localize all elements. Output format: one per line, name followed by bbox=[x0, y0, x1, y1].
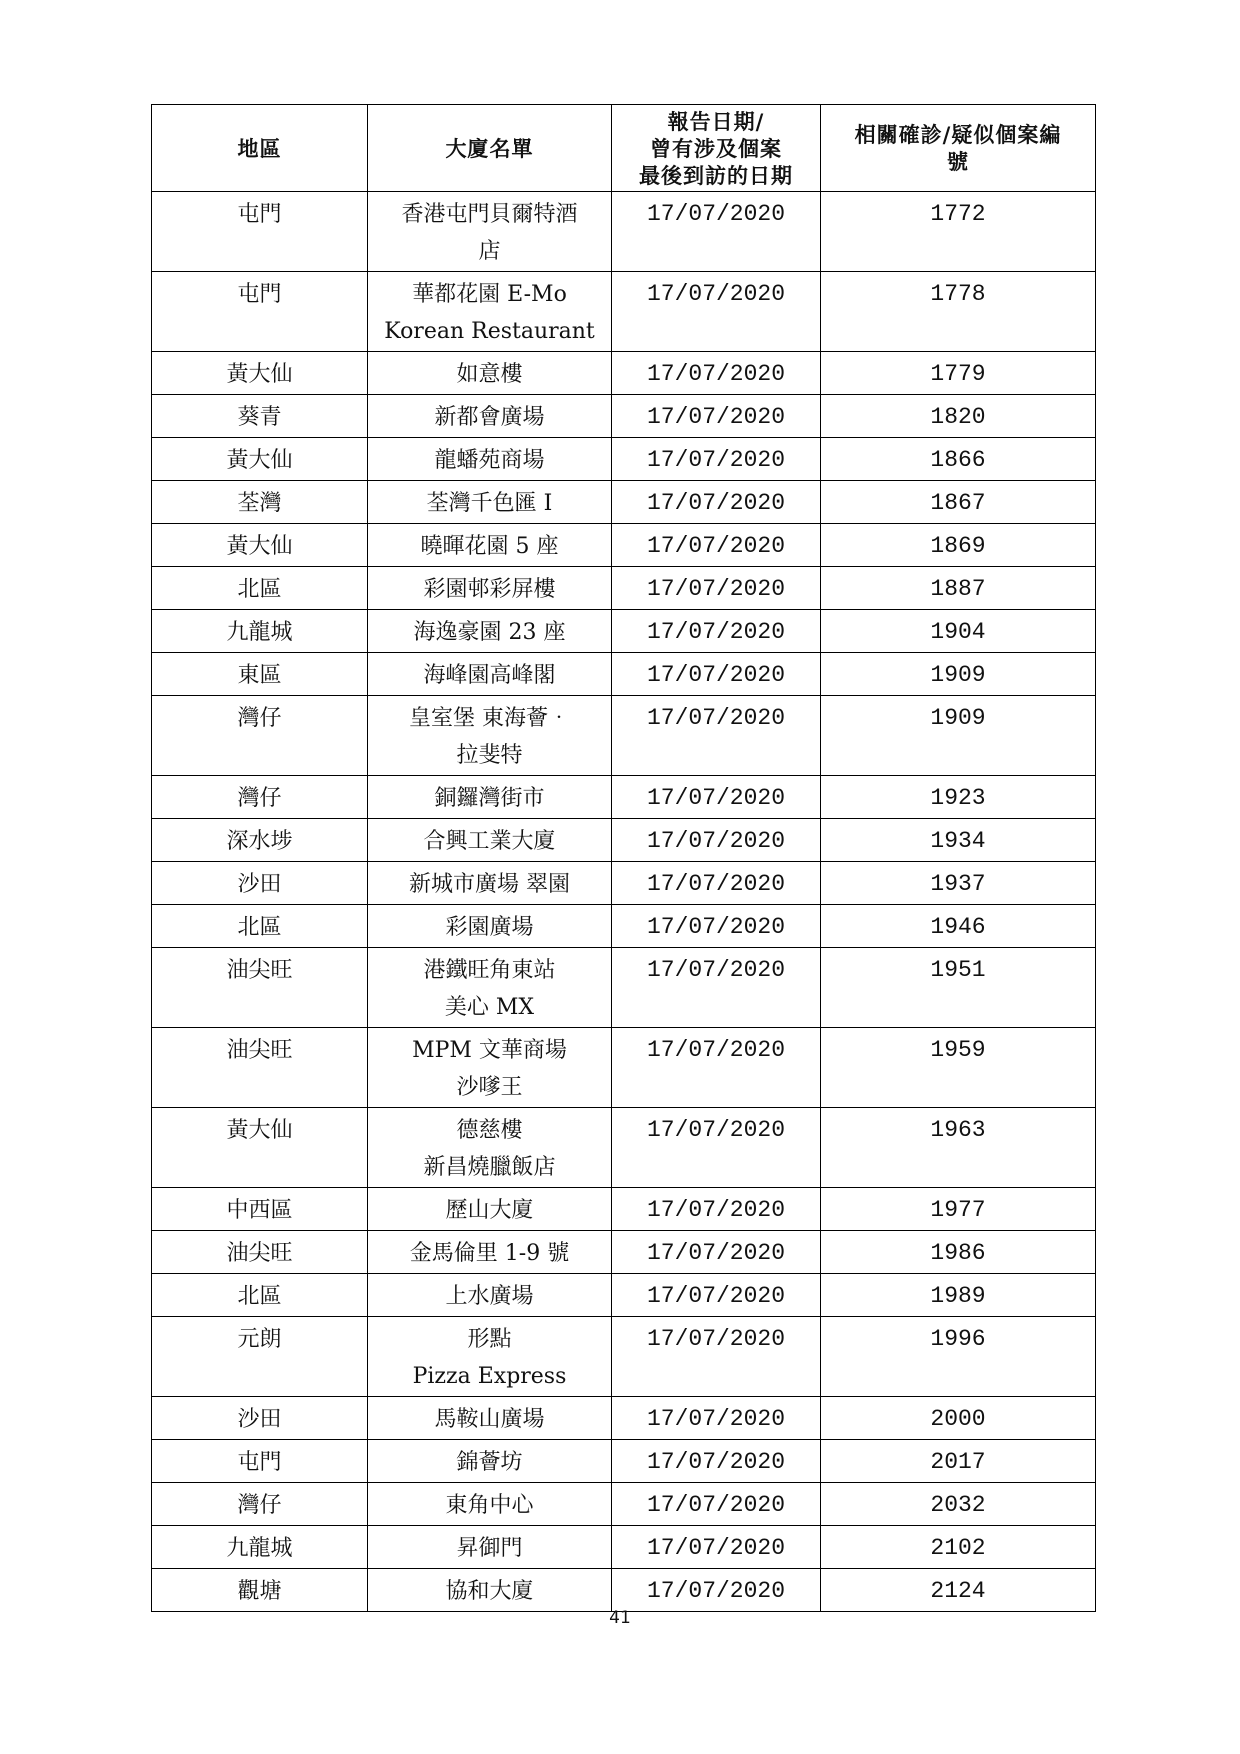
case-number-cell: 1866 bbox=[821, 438, 1096, 481]
date-cell: 17/07/2020 bbox=[612, 1397, 821, 1440]
case-number-cell: 1772 bbox=[821, 192, 1096, 272]
date-cell: 17/07/2020 bbox=[612, 1317, 821, 1397]
table-row bbox=[152, 567, 1096, 610]
district-cell: 油尖旺 bbox=[152, 1231, 368, 1274]
building-name-line: 曉暉花園 5 座 bbox=[420, 534, 559, 559]
building-cell bbox=[368, 1440, 612, 1483]
table-row bbox=[152, 481, 1096, 524]
building-name-line: 沙嗲王 bbox=[456, 1075, 523, 1100]
date-cell: 17/07/2020 bbox=[612, 1526, 821, 1569]
building-name-line: 如意樓 bbox=[456, 362, 523, 387]
case-number-cell: 1778 bbox=[821, 272, 1096, 352]
date-cell: 17/07/2020 bbox=[612, 1188, 821, 1231]
case-number-cell: 1959 bbox=[821, 1028, 1096, 1108]
table-row bbox=[152, 1231, 1096, 1274]
district-cell: 黃大仙 bbox=[152, 352, 368, 395]
table-row bbox=[152, 192, 1096, 272]
header-row bbox=[152, 105, 1096, 192]
building-cell bbox=[368, 1526, 612, 1569]
building-cell bbox=[368, 1483, 612, 1526]
table-row bbox=[152, 948, 1096, 1028]
building-cell bbox=[368, 524, 612, 567]
table-row bbox=[152, 905, 1096, 948]
case-number-cell: 1779 bbox=[821, 352, 1096, 395]
header-date-line: 最後到訪的日期 bbox=[639, 162, 793, 188]
table-row bbox=[152, 1108, 1096, 1188]
building-name-line: 拉斐特 bbox=[456, 743, 523, 768]
district-cell: 灣仔 bbox=[152, 1483, 368, 1526]
district-cell: 黃大仙 bbox=[152, 1108, 368, 1188]
case-number-cell: 1977 bbox=[821, 1188, 1096, 1231]
case-number-cell: 1909 bbox=[821, 653, 1096, 696]
building-cell bbox=[368, 567, 612, 610]
buildings-table bbox=[151, 104, 1096, 1612]
district-cell: 油尖旺 bbox=[152, 948, 368, 1028]
building-name-line: 東角中心 bbox=[445, 1493, 534, 1518]
date-cell: 17/07/2020 bbox=[612, 696, 821, 776]
table-body bbox=[152, 192, 1096, 1612]
building-name-line: 華都花園 E-Mo bbox=[412, 282, 567, 307]
building-cell bbox=[368, 905, 612, 948]
header-date-line: 曾有涉及個案 bbox=[650, 135, 782, 161]
building-name-line: 新城市廣場 翠園 bbox=[409, 872, 570, 897]
date-cell: 17/07/2020 bbox=[612, 1108, 821, 1188]
case-number-cell: 1986 bbox=[821, 1231, 1096, 1274]
building-cell bbox=[368, 1108, 612, 1188]
case-number-cell: 1820 bbox=[821, 395, 1096, 438]
building-name-line: 錦薈坊 bbox=[456, 1450, 523, 1475]
date-cell: 17/07/2020 bbox=[612, 1483, 821, 1526]
district-cell: 深水埗 bbox=[152, 819, 368, 862]
case-number-cell: 1904 bbox=[821, 610, 1096, 653]
table-row bbox=[152, 696, 1096, 776]
building-name-line: 海峰園高峰閣 bbox=[423, 663, 556, 688]
building-name-line: 上水廣場 bbox=[445, 1284, 534, 1309]
building-cell bbox=[368, 1569, 612, 1612]
building-name-line: 銅鑼灣街市 bbox=[434, 786, 545, 811]
building-cell bbox=[368, 610, 612, 653]
building-name-line: 香港屯門貝爾特酒 bbox=[401, 202, 578, 227]
district-cell: 觀塘 bbox=[152, 1569, 368, 1612]
table-row bbox=[152, 1569, 1096, 1612]
table-row bbox=[152, 524, 1096, 567]
building-name-line: 港鐵旺角東站 bbox=[423, 958, 556, 983]
building-name-line: 美心 MX bbox=[444, 995, 535, 1020]
building-name-line: 昇御門 bbox=[456, 1536, 523, 1561]
table-row bbox=[152, 1317, 1096, 1397]
date-cell: 17/07/2020 bbox=[612, 524, 821, 567]
case-number-cell: 1996 bbox=[821, 1317, 1096, 1397]
district-cell: 北區 bbox=[152, 567, 368, 610]
table-row bbox=[152, 653, 1096, 696]
building-name-line: Korean Restaurant bbox=[384, 319, 595, 344]
district-cell: 沙田 bbox=[152, 862, 368, 905]
date-cell: 17/07/2020 bbox=[612, 862, 821, 905]
date-cell: 17/07/2020 bbox=[612, 192, 821, 272]
case-number-cell: 2124 bbox=[821, 1569, 1096, 1612]
building-name-line: 新昌燒臘飯店 bbox=[423, 1155, 556, 1180]
building-name-line: 金馬倫里 1-9 號 bbox=[409, 1241, 570, 1266]
district-cell: 元朗 bbox=[152, 1317, 368, 1397]
building-cell bbox=[368, 1317, 612, 1397]
building-name-line: 海逸豪園 23 座 bbox=[413, 620, 566, 645]
district-cell: 九龍城 bbox=[152, 1526, 368, 1569]
date-cell: 17/07/2020 bbox=[612, 1231, 821, 1274]
district-cell: 屯門 bbox=[152, 1440, 368, 1483]
table-row bbox=[152, 1483, 1096, 1526]
date-cell: 17/07/2020 bbox=[612, 1569, 821, 1612]
building-cell bbox=[368, 1274, 612, 1317]
case-number-cell: 2000 bbox=[821, 1397, 1096, 1440]
page-number: 41 bbox=[609, 1608, 631, 1628]
building-name-line: 馬鞍山廣場 bbox=[434, 1407, 545, 1432]
case-number-cell: 1909 bbox=[821, 696, 1096, 776]
table-row bbox=[152, 819, 1096, 862]
table-row bbox=[152, 438, 1096, 481]
case-number-cell: 1934 bbox=[821, 819, 1096, 862]
district-cell: 北區 bbox=[152, 905, 368, 948]
date-cell: 17/07/2020 bbox=[612, 352, 821, 395]
date-cell: 17/07/2020 bbox=[612, 653, 821, 696]
district-cell: 屯門 bbox=[152, 192, 368, 272]
case-number-cell: 1963 bbox=[821, 1108, 1096, 1188]
header-date bbox=[612, 105, 821, 192]
table-row bbox=[152, 1526, 1096, 1569]
date-cell: 17/07/2020 bbox=[612, 567, 821, 610]
building-name-line: 協和大廈 bbox=[445, 1579, 534, 1604]
building-cell bbox=[368, 819, 612, 862]
district-cell: 油尖旺 bbox=[152, 1028, 368, 1108]
building-name-line: MPM 文華商場 bbox=[412, 1038, 567, 1063]
header-building: 大廈名單 bbox=[368, 105, 612, 192]
district-cell: 北區 bbox=[152, 1274, 368, 1317]
case-number-cell: 1951 bbox=[821, 948, 1096, 1028]
building-name-line: 歷山大廈 bbox=[445, 1198, 534, 1223]
district-cell: 中西區 bbox=[152, 1188, 368, 1231]
table-row bbox=[152, 610, 1096, 653]
district-cell: 東區 bbox=[152, 653, 368, 696]
case-number-cell: 1869 bbox=[821, 524, 1096, 567]
date-cell: 17/07/2020 bbox=[612, 481, 821, 524]
building-cell bbox=[368, 948, 612, 1028]
building-name-line: 荃灣千色匯 I bbox=[426, 491, 553, 516]
building-cell bbox=[368, 438, 612, 481]
table-row bbox=[152, 272, 1096, 352]
case-number-cell: 2032 bbox=[821, 1483, 1096, 1526]
building-name-line: 皇室堡 東海薈‧ bbox=[409, 706, 570, 731]
header-case bbox=[821, 105, 1096, 192]
building-cell bbox=[368, 776, 612, 819]
table-row bbox=[152, 776, 1096, 819]
building-cell bbox=[368, 481, 612, 524]
table-row bbox=[152, 1274, 1096, 1317]
building-name-line: 店 bbox=[478, 239, 501, 264]
building-cell bbox=[368, 1231, 612, 1274]
case-number-cell: 1867 bbox=[821, 481, 1096, 524]
district-cell: 葵青 bbox=[152, 395, 368, 438]
date-cell: 17/07/2020 bbox=[612, 395, 821, 438]
building-cell bbox=[368, 696, 612, 776]
building-name-line: 德慈樓 bbox=[456, 1118, 523, 1143]
case-number-cell: 2017 bbox=[821, 1440, 1096, 1483]
building-name-line: 龍蟠苑商場 bbox=[434, 448, 545, 473]
date-cell: 17/07/2020 bbox=[612, 1028, 821, 1108]
date-cell: 17/07/2020 bbox=[612, 438, 821, 481]
district-cell: 灣仔 bbox=[152, 776, 368, 819]
table-row bbox=[152, 1397, 1096, 1440]
building-cell bbox=[368, 1028, 612, 1108]
building-cell bbox=[368, 352, 612, 395]
district-cell: 灣仔 bbox=[152, 696, 368, 776]
header-date-line: 報告日期/ bbox=[667, 108, 765, 134]
building-name-line: 彩園邨彩屏樓 bbox=[423, 577, 556, 602]
building-name-line: Pizza Express bbox=[412, 1364, 567, 1389]
district-cell: 荃灣 bbox=[152, 481, 368, 524]
building-name-line: 合興工業大廈 bbox=[423, 829, 556, 854]
table-row bbox=[152, 862, 1096, 905]
building-cell bbox=[368, 1397, 612, 1440]
district-cell: 黃大仙 bbox=[152, 524, 368, 567]
building-name-line: 新都會廣場 bbox=[434, 405, 545, 430]
case-number-cell: 1989 bbox=[821, 1274, 1096, 1317]
case-number-cell: 1923 bbox=[821, 776, 1096, 819]
building-cell bbox=[368, 272, 612, 352]
date-cell: 17/07/2020 bbox=[612, 1440, 821, 1483]
building-cell bbox=[368, 653, 612, 696]
header-case-line: 號 bbox=[947, 149, 969, 174]
case-number-cell: 2102 bbox=[821, 1526, 1096, 1569]
building-cell bbox=[368, 395, 612, 438]
case-number-cell: 1946 bbox=[821, 905, 1096, 948]
table-row bbox=[152, 1028, 1096, 1108]
date-cell: 17/07/2020 bbox=[612, 905, 821, 948]
district-cell: 沙田 bbox=[152, 1397, 368, 1440]
building-name-line: 彩園廣場 bbox=[445, 915, 534, 940]
date-cell: 17/07/2020 bbox=[612, 272, 821, 352]
date-cell: 17/07/2020 bbox=[612, 819, 821, 862]
date-cell: 17/07/2020 bbox=[612, 776, 821, 819]
building-name-line: 形點 bbox=[467, 1327, 512, 1352]
building-cell bbox=[368, 862, 612, 905]
table-row bbox=[152, 352, 1096, 395]
case-number-cell: 1937 bbox=[821, 862, 1096, 905]
district-cell: 屯門 bbox=[152, 272, 368, 352]
building-cell bbox=[368, 1188, 612, 1231]
header-case-line: 相關確診/疑似個案編 bbox=[854, 122, 1062, 147]
district-cell: 黃大仙 bbox=[152, 438, 368, 481]
date-cell: 17/07/2020 bbox=[612, 948, 821, 1028]
date-cell: 17/07/2020 bbox=[612, 1274, 821, 1317]
table-row bbox=[152, 1440, 1096, 1483]
table-row bbox=[152, 395, 1096, 438]
table-row bbox=[152, 1188, 1096, 1231]
building-cell bbox=[368, 192, 612, 272]
date-cell: 17/07/2020 bbox=[612, 610, 821, 653]
district-cell: 九龍城 bbox=[152, 610, 368, 653]
header-district: 地區 bbox=[152, 105, 368, 192]
case-number-cell: 1887 bbox=[821, 567, 1096, 610]
